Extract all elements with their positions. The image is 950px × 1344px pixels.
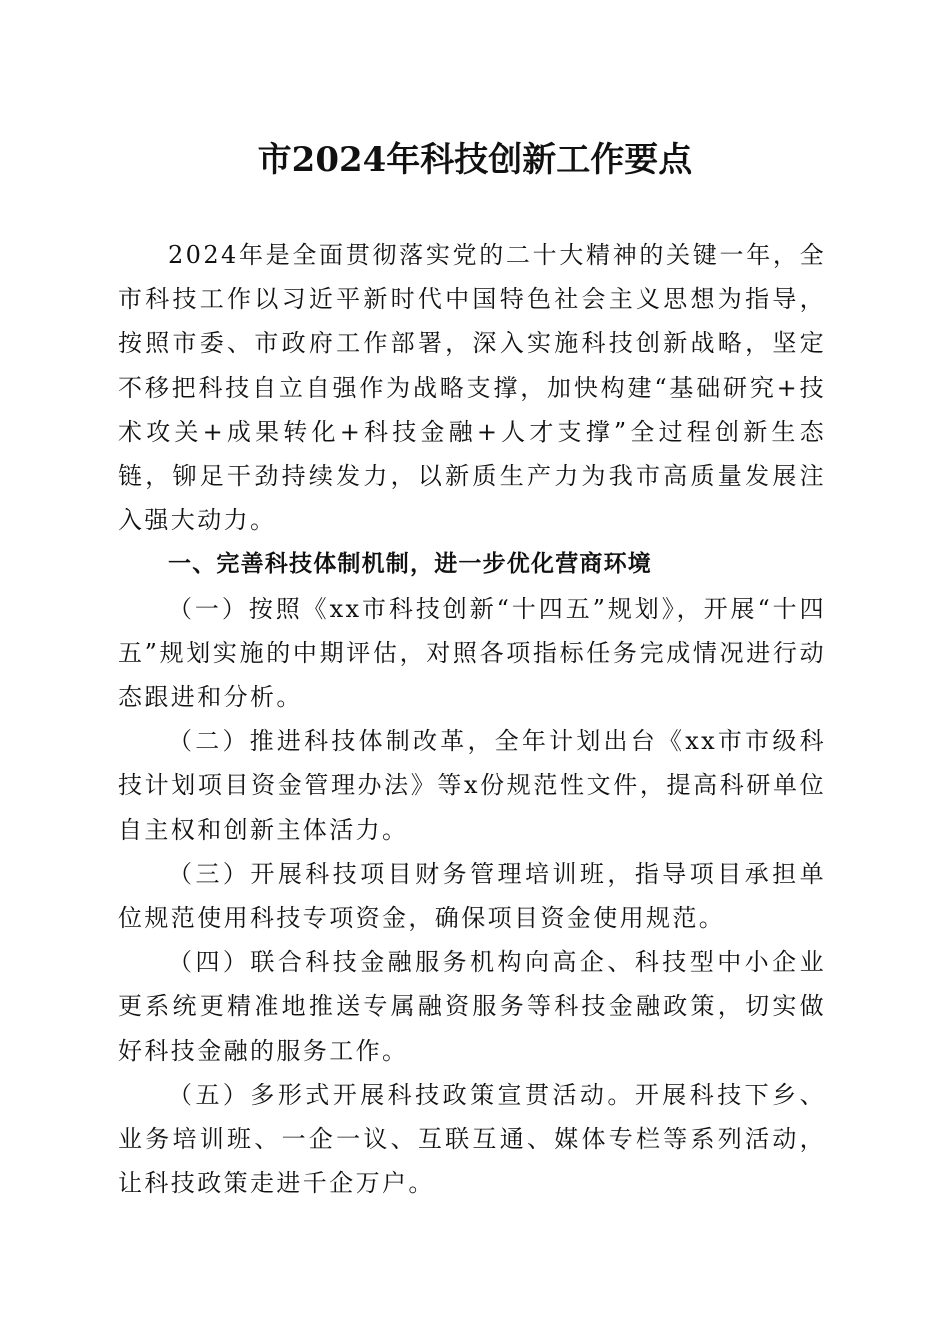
section-item-2: （二）推进科技体制改革，全年计划出台《xx市市级科技计划项目资金管理办法》等x份规范性文件，提高科研单位自主权和创新主体活力。 bbox=[118, 727, 826, 844]
section-item-3: （三）开展科技项目财务管理培训班，指导项目承担单位规范使用科技专项资金，确保项目资金使用规范。 bbox=[118, 859, 826, 933]
section-heading: 一、完善科技体制机制，进一步优化营商环境 bbox=[168, 551, 652, 578]
document-body bbox=[118, 233, 826, 1205]
section-item-5: （五）多形式开展科技政策宣贯活动。开展科技下乡、业务培训班、一企一议、互联互通、媒体专栏等系列活动，让科技政策走进千企万户。 bbox=[118, 1080, 826, 1198]
section-item-1: （一）按照《xx市科技创新“十四五”规划》，开展“十四五”规划实施的中期评估，对照各项指标任务完成情况进行动态跟进和分析。 bbox=[118, 594, 826, 712]
intro-paragraph: 2024年是全面贯彻落实党的二十大精神的关键一年，全市科技工作以习近平新时代中国特色社会主义思想为指导，按照市委、市政府工作部署，深入实施科技创新战略，坚定不移把科技自立自强作为战略支撑，加快构建“基础研究+技术攻关+成果转化+科技金融+人才支撑”全过程创新生态链，铆足干劲持续发力，以新质生产力为我市高质量发展注入强大动力。 bbox=[118, 241, 826, 535]
document-title: 市2024年科技创新工作要点 bbox=[257, 140, 693, 180]
section-item-4: （四）联合科技金融服务机构向高企、科技型中小企业更系统更精准地推送专属融资服务等科技金融政策，切实做好科技金融的服务工作。 bbox=[118, 948, 826, 1065]
